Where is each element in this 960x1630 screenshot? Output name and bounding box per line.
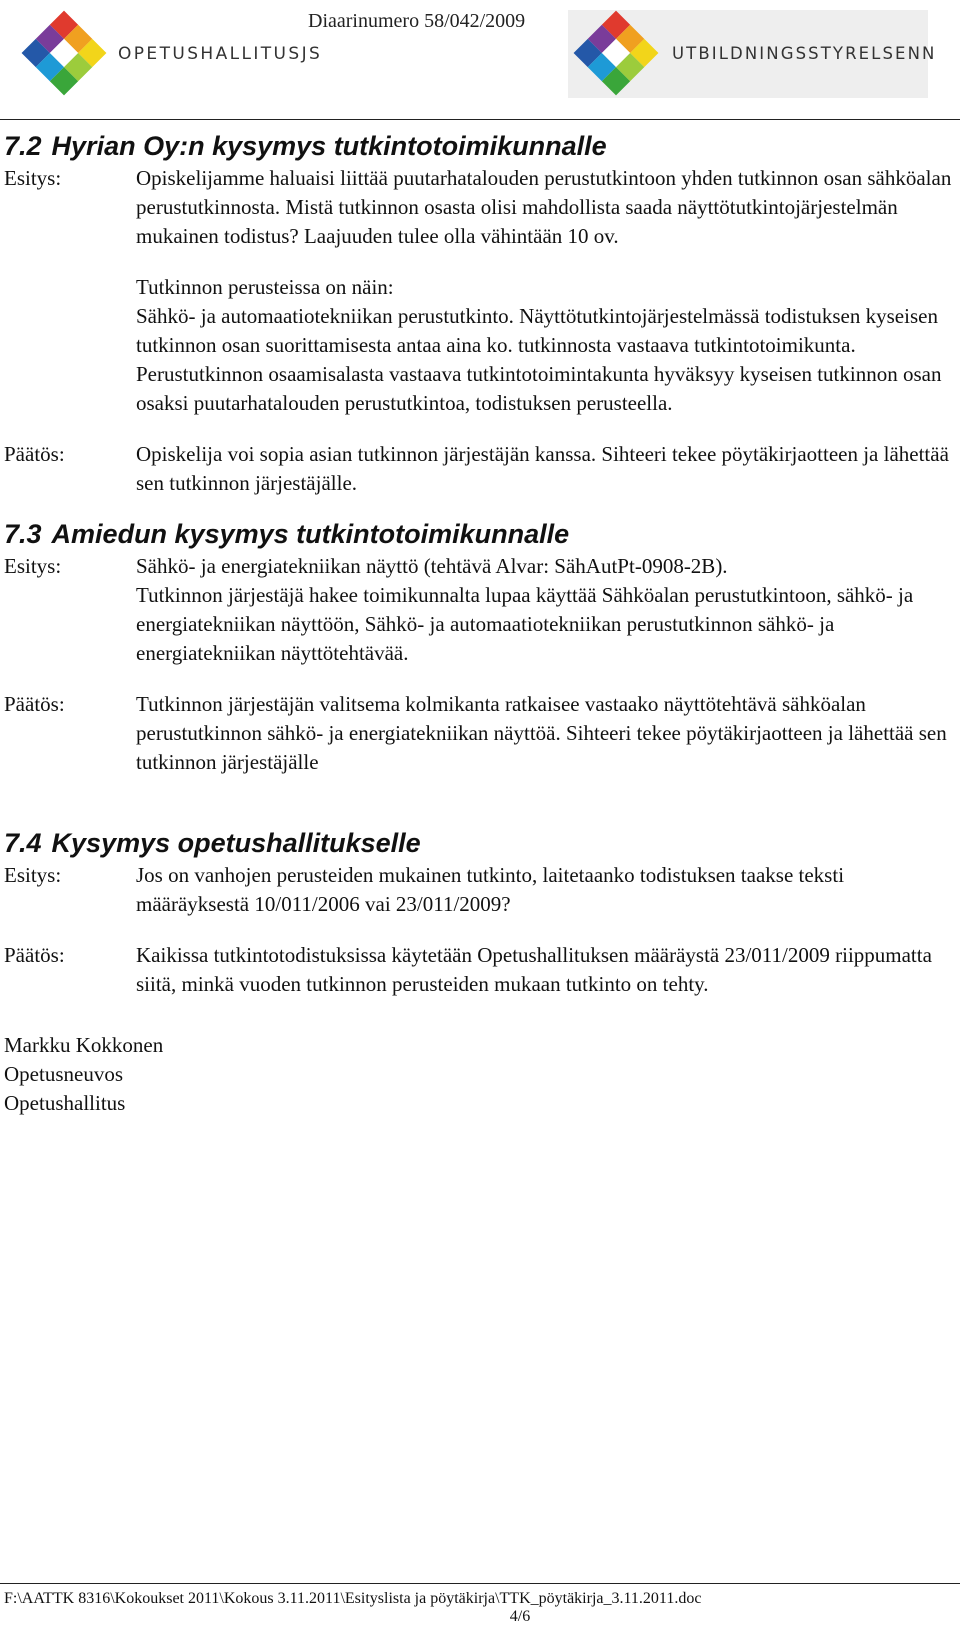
section-title: Hyrian Oy:n kysymys tutkintotoimikunnalle: [51, 131, 607, 161]
logo-right-text: UTBILDNINGSSTYRELSENN: [672, 44, 937, 63]
signature-title: Opetusneuvos: [4, 1062, 123, 1086]
esitys-paragraph: Sähkö- ja automaatiotekniikan perustutkinto. Näyttötutkintojärjestelmässä todistuksen kyseisen tutkinnon osan suorittamisesta antaa aina ko. tutkinnosta vastaava tutkintotoimikunta. Perustutkinnon osaamisalasta vastaava tutkintotoimintakunta hyväksyy kyseisen tutkinnon osan osaksi puutarhatalouden perustutkintoa, todistuksen perusteella.: [136, 304, 942, 415]
paatos-label: Päätös:: [4, 943, 65, 967]
esitys-label: Esitys:: [4, 166, 62, 190]
paatos-label: Päätös:: [4, 692, 65, 716]
section-title: Amiedun kysymys tutkintotoimikunnalle: [51, 519, 570, 549]
opetushallitus-logo: [14, 8, 323, 100]
utbildningsstyrelsen-logo: [568, 8, 937, 100]
document-body: [4, 128, 956, 1118]
footer-page-number: 4/6: [509, 1608, 531, 1625]
diamond-logo-icon: [570, 10, 662, 96]
paatos-body: Kaikissa tutkintotodistuksissa käytetään Opetushallituksen määräystä 23/011/2009 riippumatta siitä, minkä vuoden tutkinnon perusteiden mukaan tutkinto on tehty.: [136, 943, 932, 996]
section-number: 7.3: [4, 519, 42, 549]
esitys-label: Esitys:: [4, 554, 62, 578]
logo-left-text: OPETUSHALLITUSJS: [118, 44, 323, 64]
footer-file-path: F:\AATTK 8316\Kokoukset 2011\Kokous 3.11.2011\Esityslista ja pöytäkirja\TTK_pöytäkirja_3.11.2011.doc: [4, 1590, 702, 1607]
section-7-4: [4, 825, 956, 999]
section-heading: [4, 128, 956, 164]
section-heading: [4, 516, 956, 552]
paatos-row: [4, 941, 956, 999]
paatos-body: Opiskelija voi sopia asian tutkinnon järjestäjän kanssa. Sihteeri tekee pöytäkirjaotteen ja lähettää sen tutkinnon järjestäjälle.: [136, 442, 949, 495]
section-number: 7.2: [4, 131, 42, 161]
header-divider: [0, 119, 960, 120]
section-7-2: [4, 128, 956, 498]
esitys-row: [4, 552, 956, 668]
section-title: Kysymys opetushallitukselle: [51, 828, 421, 858]
esitys-paragraph: Sähkö- ja energiatekniikan näyttö (tehtävä Alvar: SähAutPt-0908-2B).: [136, 554, 728, 578]
paatos-row: [4, 690, 956, 777]
paatos-label: Päätös:: [4, 442, 65, 466]
signature-block: [4, 1031, 956, 1118]
signature-name: Markku Kokkonen: [4, 1033, 164, 1057]
section-number: 7.4: [4, 828, 42, 858]
esitys-paragraph: Opiskelijamme haluaisi liittää puutarhatalouden perustutkintoon yhden tutkinnon osan sähköalan perustutkinnosta. Mistä tutkinnon osasta olisi mahdollista saada näyttötutkintojärjestelmän mukainen todistus? Laajuuden tulee olla vähintään 10 ov.: [136, 166, 952, 248]
esitys-paragraph: Tutkinnon perusteissa on näin:: [136, 275, 394, 299]
signature-organization: Opetushallitus: [4, 1091, 126, 1115]
section-7-3: [4, 516, 956, 777]
esitys-body: Jos on vanhojen perusteiden mukainen tutkinto, laitetaanko todistuksen taakse teksti määräyksestä 10/011/2006 vai 23/011/2009?: [136, 863, 845, 916]
esitys-body: [136, 164, 956, 418]
section-heading: [4, 825, 956, 861]
paatos-body: Tutkinnon järjestäjän valitsema kolmikanta ratkaisee vastaako näyttötehtävä sähköalan perustutkinnon sähkö- ja energiatekniikan näyttöä. Sihteeri tekee pöytäkirjaotteen ja lähettää sen tutkinnon järjestäjälle: [136, 692, 947, 774]
footer-divider: [0, 1583, 960, 1584]
esitys-paragraph: Tutkinnon järjestäjä hakee toimikunnalta lupaa käyttää Sähköalan perustutkintoon, sähkö- ja energiatekniikan näyttöön, Sähkö- ja automaatiotekniikan perustutkinnon sähkö- ja energiatekniikan näyttötehtävää.: [136, 583, 914, 665]
paatos-row: [4, 440, 956, 498]
esitys-row: [4, 861, 956, 919]
diaarinumero: Diaarinumero 58/042/2009: [308, 10, 526, 32]
esitys-row: [4, 164, 956, 418]
esitys-label: Esitys:: [4, 863, 62, 887]
esitys-body: [136, 552, 956, 668]
diamond-logo-icon: [18, 10, 110, 96]
